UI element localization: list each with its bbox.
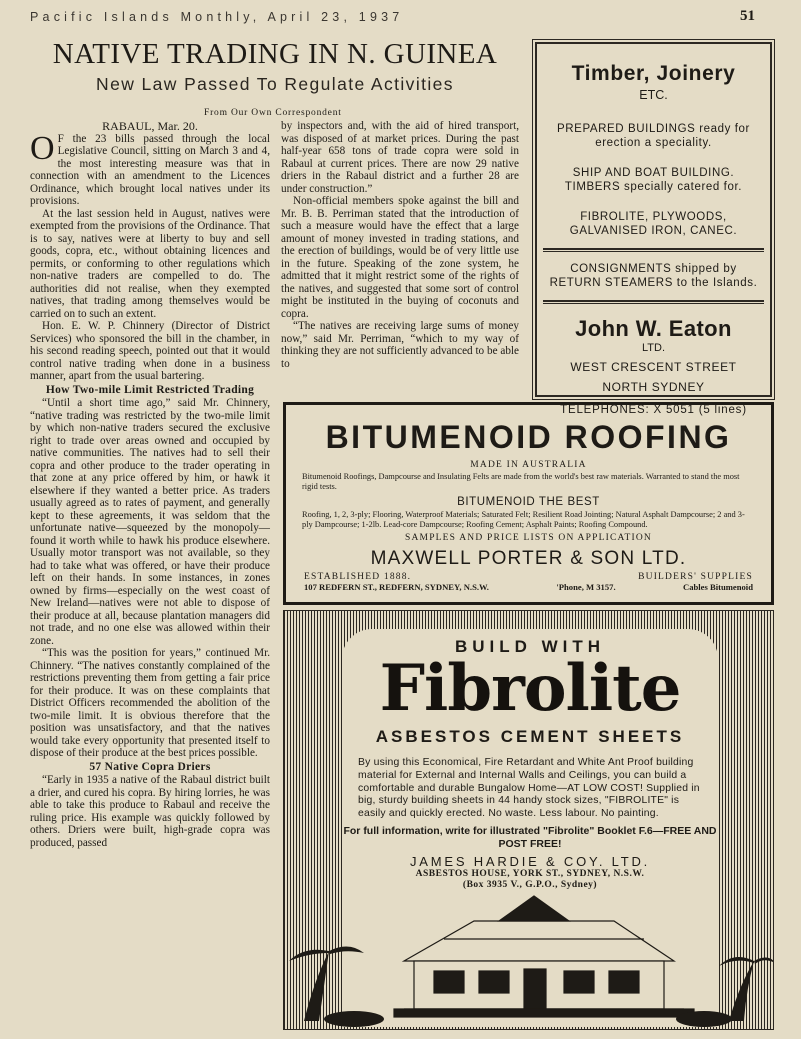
drop-cap: O — [30, 129, 55, 167]
fibrolite-info: For full information, write for illustrated "Fibrolite" Booklet F.6—FREE AND POST FREE! — [343, 824, 717, 850]
ad-bitumenoid-slogan: BITUMENOID THE BEST — [457, 496, 600, 508]
fibrolite-address: ASBESTOS HOUSE, YORK ST., SYDNEY, N.S.W. — [415, 868, 645, 879]
ad-timber-street: WEST CRESCENT STREET — [570, 360, 737, 374]
article-paragraph: At the last session held in August, natives were exempted from the provisions of the Ordinance. That is to say, natives were at liberty to buy and sell goods, copra, etc., without obtaining licences and permits, or conforming to other regulations which non-native traders are compelled to do. The authorities did not realise, when they exempted natives, that trading among themselves would be carried on to such an extent. — [30, 207, 270, 320]
ad-bitumenoid-company: MAXWELL PORTER & SON LTD. — [370, 548, 687, 569]
divider — [543, 300, 764, 304]
article-paragraph: “Early in 1935 a native of the Rabaul district built a drier, and cured his copra. By hiring lorries, he was able to take this produce to Rabaul and receive the ruling price. His example was quickly followed by others. Driers were built, high-grade copra was produced, passed — [30, 774, 270, 849]
ad-timber-ltd: LTD. — [641, 342, 666, 354]
fibrolite-product: ASBESTOS CEMENT SHEETS — [375, 727, 685, 746]
article-paragraph: Hon. E. W. P. Chinnery (Director of District Services) who sponsored the bill in the chamber, in his second reading speech, pointed out that it would control native trading when done in a business manner, apart from the usual bartering. — [30, 320, 270, 382]
ad-bitumenoid-made-in: MADE IN AUSTRALIA — [470, 460, 587, 470]
ad-bitumenoid-supplies: BUILDERS' SUPPLIES — [638, 572, 753, 582]
fibrolite-build-with: BUILD WITH — [454, 637, 606, 656]
ad-timber-etc: ETC. — [639, 88, 668, 102]
fibrolite-company: JAMES HARDIE & COY. LTD. — [409, 853, 651, 869]
ad-bitumenoid-products: Roofing, 1, 2, 3-ply; Flooring, Waterproof Materials; Saturated Felt; Resilient Road Jointing; Natural Asphalt Dampcourse; 2 and 3-ply Dampcourse; 1-2lb. Lead-core Dampcourse; Roofing Cement; Asphalt Paints; Roofing Compound. — [302, 510, 745, 529]
ad-timber-line: FIBROLITE, PLYWOODS, GALVANISED IRON, CANEC. — [569, 211, 738, 237]
advertisement-timber-joinery — [535, 42, 772, 416]
article-paragraph: Non-official members spoke against the bill and Mr. B. B. Perriman stated that the introduction of such a measure would have the effect that a large amount of money invested in trading stations, and the erection of buildings, would be of very little use in the future. Speaking of the zone system, he admitted that it might restrict some of the rights of the natives, and suggested that some sort of control might be instituted in the buying of coconuts and copra. — [281, 195, 519, 320]
ad-bitumenoid-established: ESTABLISHED 1888. — [304, 572, 412, 582]
fibrolite-box: (Box 3935 V., G.P.O., Sydney) — [462, 879, 598, 890]
ad-timber-city: NORTH SYDNEY — [602, 380, 705, 394]
ad-bitumenoid-samples: SAMPLES AND PRICE LISTS ON APPLICATION — [405, 533, 652, 543]
article-subheading: 57 Native Copra Driers — [89, 760, 211, 773]
article-dateline: RABAUL, Mar. 20. — [102, 119, 198, 133]
ad-bitumenoid-address: 107 REDFERN ST., REDFERN, SYDNEY, N.S.W. — [304, 582, 489, 592]
ad-timber-company: John W. Eaton — [575, 316, 732, 341]
ad-bitumenoid-cables: Cables Bitumenoid — [683, 582, 753, 592]
article-paragraph: “Until a short time ago,” said Mr. Chinnery, “native trading was restricted by the two-mile limit by which non-native traders secured the exclusive right to trade over areas owned and occupied by native communities. The natives had to sell their copra and other produce to the trader operating in that zone at any price offered by him, or hawk it elsewhere if they wanted a better price. As traders usually agreed as to rates of payment, and generally kept to these agreements, it was seldom that the unfortunate native—squeezed by the monopoly—found it worth while to hawk his produce elsewhere. Usually motor transport was not available, so they had to take what was offered, or have their produce left on their hands. In some instances, in zones owned by firms—especially on the west coast of New Ireland—natives were not able to dispose of their produce at all, because plantation managers did not trade, and no one else was allowed within their zone. — [30, 397, 270, 647]
article-paragraph: “The natives are receiving large sums of money now,” said Mr. Perriman, “which to my way of thinking they are not sufficiently advanced to be able to — [281, 320, 519, 370]
article-subheading: How Two-mile Limit Restricted Trading — [45, 383, 255, 396]
ad-bitumenoid-title: BITUMENOID ROOFING — [325, 419, 732, 455]
article-column-right — [281, 120, 519, 370]
fibrolite-brand: Fibrolite — [379, 651, 681, 726]
ad-bitumenoid-phone: 'Phone, M 3157. — [556, 582, 616, 592]
ad-bitumenoid-description: Bitumenoid Roofings, Dampcourse and Insulating Felts are made from the world's best raw materials. Warranted to stand the most rigid tests. — [302, 472, 740, 491]
ad-timber-telephones: TELEPHONES: X 5051 (5 lines) — [560, 404, 747, 416]
article-column-left — [30, 120, 270, 849]
article-paragraph: “This was the position for years,” continued Mr. Chinnery. “The natives constantly complained of the restrictions preventing them from getting a fair price for their produce. It was on these complaints that District Officers recommended the abolition of the two-mile limit. It is obvious therefore that the position was unsatisfactory, and that the natives would take every opportunity that presented itself to dispose of their produce at the best prices possible. — [30, 647, 270, 759]
ad-timber-title: Timber, Joinery — [571, 62, 736, 85]
page-number: 51 — [740, 8, 755, 24]
advertisement-fibrolite — [283, 610, 774, 1030]
article-paragraph: O F the 23 bills passed through the local Legislative Council, sitting on March 3 and 4, the most interesting measure was that in connection with an amendment to the Licences Ordinance, which brought local natives under its provisions. — [30, 129, 270, 207]
advertisement-bitumenoid — [283, 402, 774, 605]
article-headline: NATIVE TRADING IN N. GUINEA — [52, 38, 498, 70]
ad-timber-line: SHIP AND BOAT BUILDING. TIMBERS specially catered for. — [564, 167, 743, 193]
ad-timber-line: PREPARED BUILDINGS ready for erection a speciality. — [557, 123, 750, 149]
article-subhead: New Law Passed To Regulate Activities — [96, 74, 454, 94]
bungalow-illustration — [284, 891, 774, 1030]
article-byline: From Our Own Correspondent — [204, 108, 342, 118]
ad-timber-consignments: CONSIGNMENTS shipped by RETURN STEAMERS to the Islands. — [549, 263, 758, 289]
article-paragraph: by inspectors and, with the aid of hired transport, was disposed of at market prices. During the past half-year 658 tons of trade copra were sold in Rabaul at current prices. There are now 29 native driers in the Rabaul district and a further 28 are under construction.” — [281, 120, 519, 195]
running-head: Pacific Islands Monthly, April 23, 1937 — [30, 10, 404, 24]
fibrolite-body: By using this Economical, Fire Retardant and White Ant Proof building material for External and Internal Walls and Ceilings, you can build a comfortable and durable Bungalow Home—AT LOW COST! Supplied in big, sturdy building sheets in 44 handy stock sizes, "FIBROLITE" is easily and quickly erected. No waste. Less labour. No painting. — [358, 757, 700, 820]
